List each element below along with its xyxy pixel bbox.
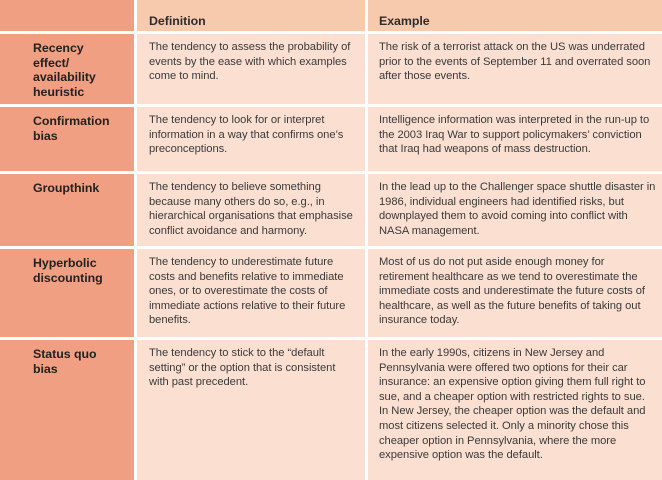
row-status-quo-term bbox=[0, 340, 134, 480]
row-hyperbolic-term-text: Hyperbolic discounting bbox=[33, 256, 103, 285]
row-recency-example bbox=[368, 34, 662, 104]
row-groupthink-definition bbox=[137, 174, 365, 246]
row-status-quo-definition bbox=[137, 340, 365, 480]
row-recency-definition bbox=[137, 34, 365, 104]
row-hyperbolic-example bbox=[368, 249, 662, 337]
header-definition-text: Definition bbox=[149, 14, 206, 28]
row-recency-term-text: Recency effect/ availability heuristic bbox=[33, 41, 96, 99]
row-status-quo-definition-text: The tendency to stick to the “default setting” or the option that is consistent with past precedent. bbox=[149, 347, 336, 389]
row-hyperbolic-definition bbox=[137, 249, 365, 337]
row-recency-definition-text: The tendency to assess the probability of events by the ease with which examples come to mind. bbox=[149, 41, 351, 83]
row-hyperbolic-term bbox=[0, 249, 134, 337]
header-definition bbox=[137, 0, 365, 31]
row-groupthink-definition-text: The tendency to believe something because many others do so, e.g., in hierarchical organisations that emphasise conflict avoidance and harmony. bbox=[149, 181, 353, 237]
row-recency-term bbox=[0, 34, 134, 104]
row-groupthink-term bbox=[0, 174, 134, 246]
header-example bbox=[368, 0, 662, 31]
row-confirmation-example bbox=[368, 107, 662, 171]
row-groupthink-example-text: In the lead up to the Challenger space shuttle disaster in 1986, individual engineers had identified risks, but downplayed them to avoid coming into conflict with NASA management. bbox=[379, 181, 656, 237]
row-confirmation-example-text: Intelligence information was interpreted in the run-up to the 2003 Iraq War to support policymakers’ conviction that Iraq had weapons of mass destruction. bbox=[379, 114, 650, 156]
header-corner-cell bbox=[0, 0, 134, 31]
row-hyperbolic-definition-text: The tendency to underestimate future costs and benefits relative to immediate ones, or to overestimate the costs of immediate actions relative to their future benefits. bbox=[149, 256, 346, 327]
row-confirmation-term-text: Confirmation bias bbox=[33, 114, 110, 143]
row-recency-example-text: The risk of a terrorist attack on the US was underrated prior to the events of September 11 and overrated soon after those events. bbox=[379, 41, 651, 83]
row-confirmation-definition bbox=[137, 107, 365, 171]
row-confirmation-term bbox=[0, 107, 134, 171]
row-status-quo-example-text: In the early 1990s, citizens in New Jersey and Pennsylvania were offered two options for their car insurance: an expensive option giving them full right to sue, and a cheaper option with restricted rights to sue. In New Jersey, the cheaper option was the default and most citizens selected it. Only a minority chose this cheaper option in Pennsylvania, where the more expensive option was the default. bbox=[379, 347, 646, 462]
header-example-text: Example bbox=[379, 14, 430, 28]
row-groupthink-term-text: Groupthink bbox=[33, 181, 100, 195]
row-groupthink-example bbox=[368, 174, 662, 246]
row-hyperbolic-example-text: Most of us do not put aside enough money for retirement healthcare as we tend to overestimate the immediate costs and underestimate the future costs of healthcare, as well as the future benefits of taking out insurance today. bbox=[379, 256, 645, 327]
row-status-quo-example bbox=[368, 340, 662, 480]
row-status-quo-term-text: Status quo bias bbox=[33, 347, 97, 376]
row-confirmation-definition-text: The tendency to look for or interpret information in a way that confirms one’s preconceptions. bbox=[149, 114, 344, 156]
